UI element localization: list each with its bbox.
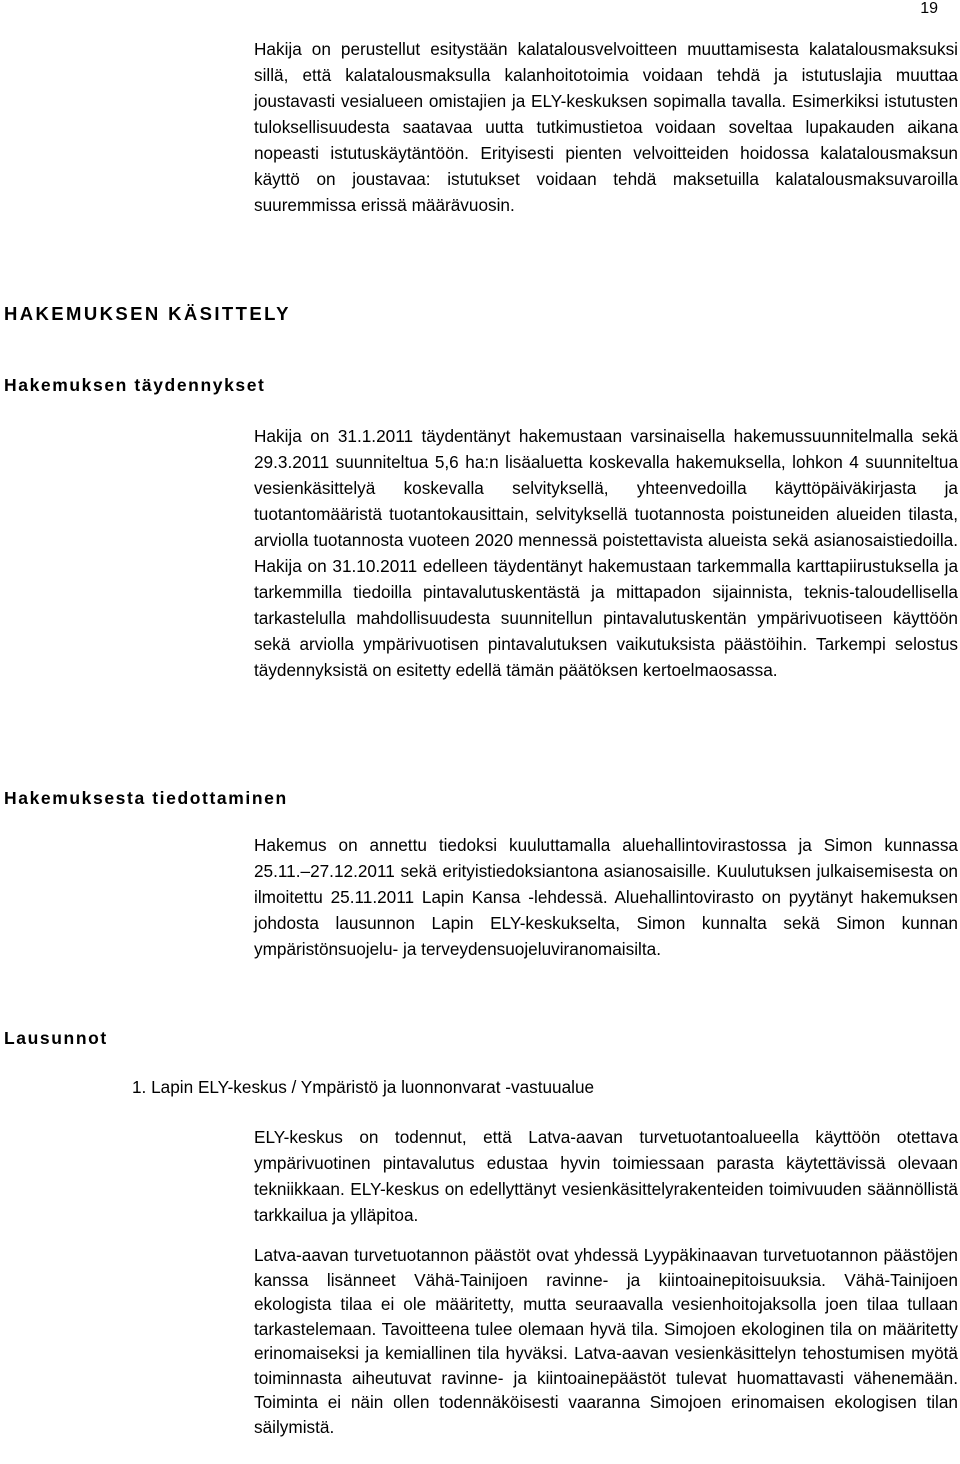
supplements-paragraph: Hakija on 31.1.2011 täydentänyt hakemustaan varsinaisella hakemussuunnitelmalla sekä 29.3.2011 suunniteltua 5,6 ha:n lisäaluetta koskevalla hakemuksella, lohkon 4 suunniteltua vesienkäsittelyä koskevalla selvityksellä, yhteenvedoilla käyttöpäiväkirjasta ja tuotantomääristä tuotantokausittain, selvityksellä tuotannosta poistuneiden alueiden tilasta, arviolla tuotannosta vuoteen 2020 mennessä poistettavista alueista sekä asianosaistiedoilla. Hakija on 31.10.2011 edelleen täydentänyt hakemustaan tarkemmalla karttapiirustuksella ja tarkemmilla tiedoilla pintavalutuskentästä ja mittapadon sijainnista, teknis-taloudellisella tarkastelulla mahdollisuudesta suunnitellun pintavalutuskentän ympärivuotiseen käyttöön sekä arviolla ympärivuotisen pintavalutuksen vaikutuksista päästöihin. Tarkempi selostus täydennyksistä on esitetty edellä tämän päätöksen kertoelmaosassa. (254, 426, 958, 680)
section-title: HAKEMUKSEN KÄSITTELY (4, 303, 291, 324)
statement-item-1-paragraph-2: Latva-aavan turvetuotannon päästöt ovat yhdessä Lyypäkinaavan turvetuotannon päästöjen kanssa lisänneet Vähä-Tainijoen ravinne- ja kiintoainepitoisuuksia. Vähä-Tainijoen ekologista tilaa ei ole määritetty, mutta seuraavalla vesienhoitojaksolla joen tilaa tullaan tarkastelemaan. Tavoitteena tulee olemaan hyvä tila. Simojoen ekologinen tila on määritetty erinomaiseksi ja kemiallinen tila hyväksi. Latva-aavan vesienkäsittelyn tehostumisen myötä toiminnasta aiheutuvat ravinne- ja kiintoainepäästöt tulevat huomattavasti vähenemään. Toiminta ei näin ollen todennäköisesti vaaranna Simojoen erinomaisen ekologisen tilan säilymistä. (254, 1245, 958, 1437)
supplements-heading: Hakemuksen täydennykset (4, 375, 266, 395)
notification-heading: Hakemuksesta tiedottaminen (4, 788, 288, 808)
statements-heading: Lausunnot (4, 1028, 108, 1048)
statement-item-1-paragraph-1: ELY-keskus on todennut, että Latva-aavan turvetuotantoalueella käyttöön otettava ympärivuotinen pintavalutus edustaa hyvin toimiessaan parasta käytettävissä olevaan tekniikkaan. ELY-keskus on edellyttänyt vesienkäsittelyrakenteiden toimivuuden säännöllistä tarkkailua ja ylläpitoa. (254, 1127, 958, 1225)
intro-paragraph: Hakija on perustellut esitystään kalatalousvelvoitteen muuttamisesta kalatalousmaksuksi sillä, että kalatalousmaksulla kalanhoitotoimia voidaan tehdä ja istutuslajia muuttaa joustavasti vesialueen omistajien ja ELY-keskuksen sopimalla tavalla. Esimerkiksi istutusten tuloksellisuudesta saatavaa uutta tutkimustietoa voidaan soveltaa lupakauden aikana nopeasti istutuskäytäntöön. Erityisesti pienten velvoitteiden hoidossa kalatalousmaksun käyttö on joustavaa: istutukset voidaan tehdä maksetuilla kalatalousmaksuvaroilla suuremmissa erissä määrävuosin. (254, 39, 958, 215)
page-number: 19 (920, 0, 938, 17)
statement-item-1-label: 1. Lapin ELY-keskus / Ympäristö ja luonnonvarat -vastuualue (132, 1077, 595, 1097)
notification-paragraph: Hakemus on annettu tiedoksi kuuluttamalla aluehallintovirastossa ja Simon kunnassa 25.11.–27.12.2011 sekä erityistiedoksiantona asianosaisille. Kuulutuksen julkaisemisesta on ilmoitettu 25.11.2011 Lapin Kansa -lehdessä. Aluehallintovirasto on pyytänyt hakemuksen johdosta lausunnon Lapin ELY-keskukselta, Simon kunnalta sekä Simon kunnan ympäristönsuojelu- ja terveydensuojeluviranomaisilta. (254, 835, 958, 959)
